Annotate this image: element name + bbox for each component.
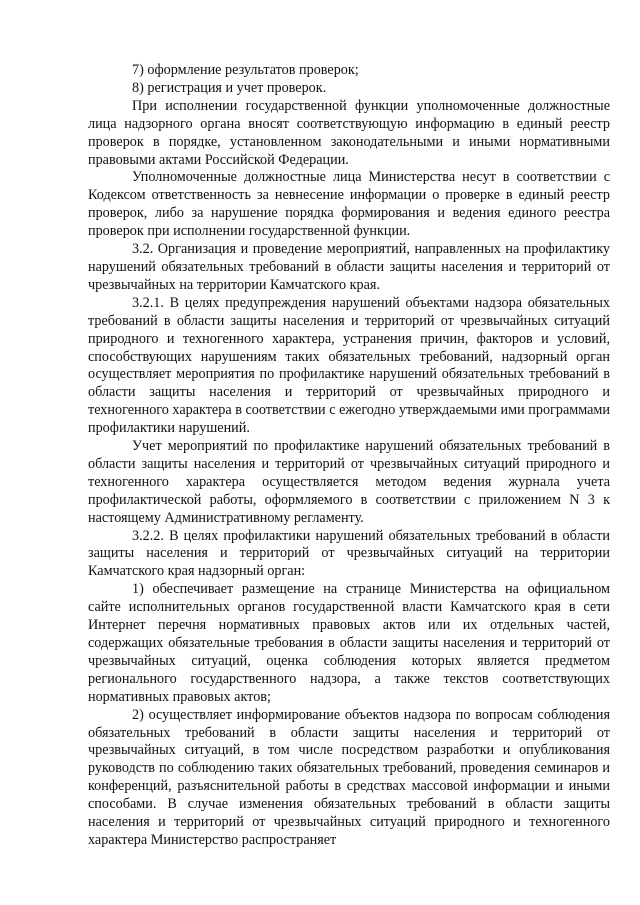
document-body [88, 62, 610, 850]
paragraph-registry-entry: При исполнении государственной функции уполномоченные должностные лица надзорного органа вносят соответствующую информацию в единый реестр проверок в порядке, установленном законодательными и иными нормативными правовыми актами Российской Федерации. [88, 97, 610, 168]
section-3-2-1: 3.2.1. В целях предупреждения нарушений объектами надзора обязательных требований в области защиты населения и территорий от чрезвычайных ситуаций природного и техногенного характера, устранения причин, факторов и условий, способствующих нарушениям таких обязательных требований, надзорный орган осуществляет мероприятия по профилактике нарушений обязательных требований в области защиты населения и территорий от чрезвычайных природного и техногенного характера в соответствии с ежегодно утверждаемыми ими программами профилактики нарушений. [88, 294, 610, 437]
list-item-7: 7) оформление результатов проверок; [132, 62, 359, 78]
paragraph-responsibility: Уполномоченные должностные лица Министерства несут в соответствии с Кодексом ответственность за невнесение информации о проверке в единый реестр проверок, либо за нарушение порядка формирования и ведения единого реестра проверок при исполнении государственной функции. [88, 169, 610, 240]
section-3-2-2: 3.2.2. В целях профилактики нарушений обязательных требований в области защиты населения и территорий от чрезвычайных ситуаций на территории Камчатского края надзорный орган: [88, 527, 610, 580]
list-item-1: 1) обеспечивает размещение на странице Министерства на официальном сайте исполнительных органов государственной власти Камчатского края в сети Интернет перечня нормативных правовых актов или их отдельных частей, содержащих обязательные требования в области защиты населения и территорий от чрезвычайных ситуаций, оценка соблюдения которых является предметом регионального государственного надзора, а также текстов соответствующих нормативных правовых актов; [88, 581, 610, 705]
list-item-8: 8) регистрация и учет проверок. [132, 79, 327, 96]
list-item-2: 2) осуществляет информирование объектов надзора по вопросам соблюдения обязательных требований в области защиты населения и территорий от чрезвычайных ситуаций, в том числе посредством разработки и опубликования руководств по соблюдению таких обязательных требований, проведения семинаров и конференций, разъяснительной работы в средствах массовой информации и иными способами. В случае изменения обязательных требований в области защиты населения и территорий от чрезвычайных ситуаций природного и техногенного характера Министерство распространяет [88, 706, 610, 848]
paragraph-prevention-accounting: Учет мероприятий по профилактике нарушений обязательных требований в области защиты населения и территорий от чрезвычайных ситуаций природного и техногенного характера осуществляется методом ведения журнала учета профилактической работы, оформляемого в соответствии с приложением N 3 к настоящему Административному регламенту. [88, 438, 610, 526]
section-3-2-heading: 3.2. Организация и проведение мероприятий, направленных на профилактику нарушений обязательных требований в области защиты населения и территорий от чрезвычайных на территории Камчатского края. [88, 241, 610, 293]
